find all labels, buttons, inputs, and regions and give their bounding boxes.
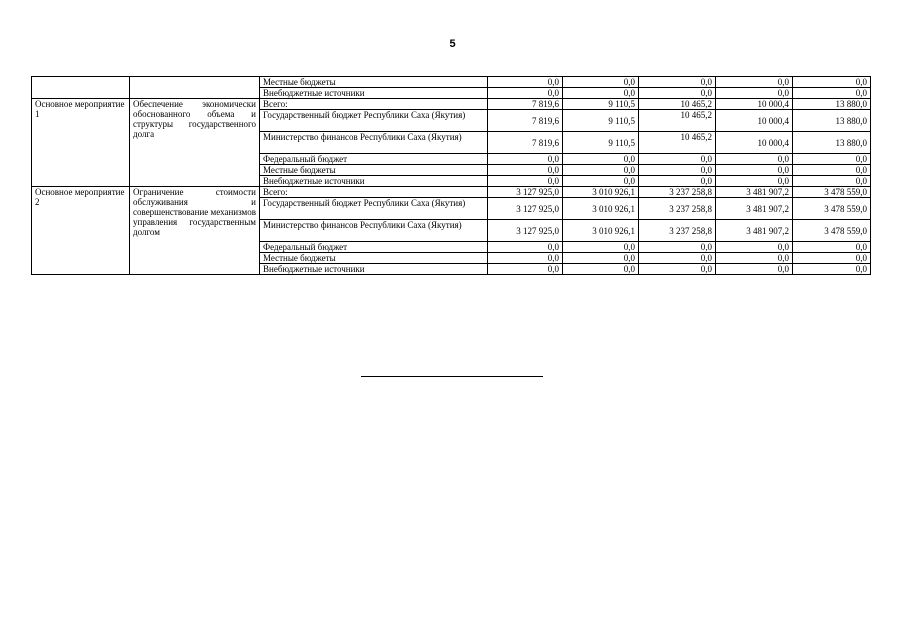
source-cell: Всего: <box>260 99 488 110</box>
value-cell: 0,0 <box>639 77 716 88</box>
value-cell: 3 010 926,1 <box>563 198 639 220</box>
source-cell: Федеральный бюджет <box>260 154 488 165</box>
value-cell: 0,0 <box>639 264 716 275</box>
item-cell-empty <box>32 77 130 99</box>
measure-item-cell: Основное мероприятие 1 <box>32 99 130 187</box>
value-cell: 0,0 <box>793 88 871 99</box>
footnote-divider <box>361 376 543 377</box>
value-cell: 3 481 907,2 <box>716 198 793 220</box>
value-cell: 0,0 <box>488 88 563 99</box>
source-cell: Всего: <box>260 187 488 198</box>
value-cell: 3 478 559,0 <box>793 220 871 242</box>
source-cell: Министерство финансов Республики Саха (Якутия) <box>260 220 488 242</box>
value-cell: 0,0 <box>639 88 716 99</box>
measure-description-cell: Обеспечение экономически обоснованного объема и структуры государственного долга <box>130 99 260 187</box>
page-number: 5 <box>449 38 456 50</box>
value-cell: 9 110,5 <box>563 99 639 110</box>
value-cell: 3 478 559,0 <box>793 187 871 198</box>
value-cell: 0,0 <box>716 154 793 165</box>
source-cell: Внебюджетные источники <box>260 88 488 99</box>
value-cell: 0,0 <box>563 253 639 264</box>
value-cell: 0,0 <box>793 154 871 165</box>
value-cell: 0,0 <box>639 253 716 264</box>
value-cell: 3 127 925,0 <box>488 187 563 198</box>
value-cell: 0,0 <box>716 176 793 187</box>
value-cell: 13 880,0 <box>793 99 871 110</box>
value-cell: 3 481 907,2 <box>716 220 793 242</box>
value-cell: 3 237 258,8 <box>639 198 716 220</box>
value-cell: 7 819,6 <box>488 132 563 154</box>
value-cell: 0,0 <box>563 242 639 253</box>
value-cell: 0,0 <box>563 77 639 88</box>
value-cell: 13 880,0 <box>793 132 871 154</box>
value-cell: 0,0 <box>563 264 639 275</box>
value-cell: 3 010 926,1 <box>563 187 639 198</box>
value-cell: 10 000,4 <box>716 132 793 154</box>
value-cell: 0,0 <box>639 165 716 176</box>
value-cell: 0,0 <box>793 264 871 275</box>
value-cell: 0,0 <box>488 77 563 88</box>
value-cell: 3 127 925,0 <box>488 220 563 242</box>
value-cell: 0,0 <box>793 165 871 176</box>
value-cell: 0,0 <box>488 264 563 275</box>
value-cell: 10 000,4 <box>716 99 793 110</box>
value-cell: 10 465,2 <box>639 110 716 132</box>
table-row <box>32 99 871 110</box>
value-cell: 0,0 <box>563 165 639 176</box>
value-cell: 0,0 <box>488 253 563 264</box>
value-cell: 10 000,4 <box>716 110 793 132</box>
value-cell: 0,0 <box>488 154 563 165</box>
value-cell: 0,0 <box>793 242 871 253</box>
value-cell: 0,0 <box>639 176 716 187</box>
source-cell: Государственный бюджет Республики Саха (Якутия) <box>260 198 488 220</box>
source-cell: Федеральный бюджет <box>260 242 488 253</box>
table-row <box>32 187 871 198</box>
source-cell: Внебюджетные источники <box>260 264 488 275</box>
value-cell: 0,0 <box>793 77 871 88</box>
value-cell: 9 110,5 <box>563 110 639 132</box>
value-cell: 0,0 <box>716 77 793 88</box>
measure-item-cell: Основное мероприятие 2 <box>32 187 130 275</box>
value-cell: 7 819,6 <box>488 99 563 110</box>
measure-description-cell: Ограничение стоимости обслуживания и совершенствование механизмов управления государственным долгом <box>130 187 260 275</box>
value-cell: 0,0 <box>716 264 793 275</box>
value-cell: 3 127 925,0 <box>488 198 563 220</box>
table-row <box>32 77 871 88</box>
value-cell: 10 465,2 <box>639 99 716 110</box>
description-cell-empty <box>130 77 260 99</box>
value-cell: 0,0 <box>793 176 871 187</box>
source-cell: Министерство финансов Республики Саха (Якутия) <box>260 132 488 154</box>
value-cell: 3 010 926,1 <box>563 220 639 242</box>
value-cell: 9 110,5 <box>563 132 639 154</box>
value-cell: 0,0 <box>488 165 563 176</box>
value-cell: 3 237 258,8 <box>639 220 716 242</box>
value-cell: 0,0 <box>488 176 563 187</box>
value-cell: 7 819,6 <box>488 110 563 132</box>
source-cell: Внебюджетные источники <box>260 176 488 187</box>
budget-table <box>31 76 871 275</box>
value-cell: 0,0 <box>563 154 639 165</box>
value-cell: 13 880,0 <box>793 110 871 132</box>
value-cell: 0,0 <box>488 242 563 253</box>
source-cell: Местные бюджеты <box>260 77 488 88</box>
value-cell: 0,0 <box>793 253 871 264</box>
value-cell: 3 481 907,2 <box>716 187 793 198</box>
value-cell: 3 237 258,8 <box>639 187 716 198</box>
value-cell: 0,0 <box>716 165 793 176</box>
value-cell: 0,0 <box>716 253 793 264</box>
value-cell: 0,0 <box>716 242 793 253</box>
source-cell: Местные бюджеты <box>260 253 488 264</box>
value-cell: 0,0 <box>563 88 639 99</box>
value-cell: 0,0 <box>563 176 639 187</box>
value-cell: 0,0 <box>716 88 793 99</box>
value-cell: 0,0 <box>639 242 716 253</box>
source-cell: Государственный бюджет Республики Саха (Якутия) <box>260 110 488 132</box>
value-cell: 10 465,2 <box>639 132 716 154</box>
source-cell: Местные бюджеты <box>260 165 488 176</box>
value-cell: 0,0 <box>639 154 716 165</box>
value-cell: 3 478 559,0 <box>793 198 871 220</box>
